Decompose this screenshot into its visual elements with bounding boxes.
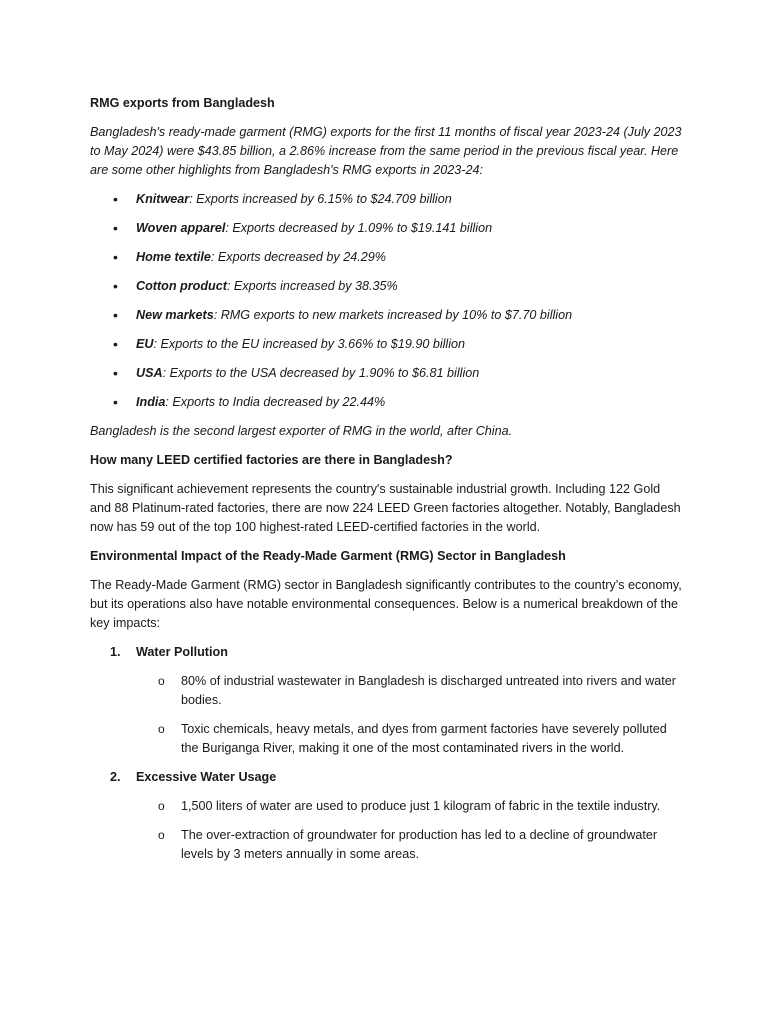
item-title: Water Pollution [136,645,228,659]
item-number: 2. [110,770,121,784]
sub-list-item [90,826,684,864]
list-item [90,277,684,296]
sub-item-text: 80% of industrial wastewater in Bangladesh is discharged untreated into rivers and water bodies. [181,674,676,707]
export-highlights-list [90,190,684,412]
highlight-term: USA [136,366,163,380]
closing-note: Bangladesh is the second largest exporter of RMG in the world, after China. [90,424,513,438]
highlight-text: : Exports to the USA decreased by 1.90% to $6.81 billion [162,366,480,380]
list-item [90,364,684,383]
env-intro-paragraph: The Ready-Made Garment (RMG) sector in Bangladesh significantly contributes to the country’s economy, but its operations also have notable environmental consequences. Below is a numerical breakdown of the key impacts: [90,578,682,630]
intro-paragraph: Bangladesh's ready-made garment (RMG) exports for the first 11 months of fiscal year 2023-24 (July 2023 to May 2024) were $43.85 billion, a 2.86% increase from the same period in the previous fiscal year. Here are some other highlights from Bangladesh's RMG exports in 2023-24: [90,125,682,177]
impact-item-excessive-water-usage [90,768,684,787]
heading-environmental-impact: Environmental Impact of the Ready-Made Garment (RMG) Sector in Bangladesh [90,549,566,563]
highlight-text: : Exports increased by 38.35% [226,279,398,293]
sub-list-item [90,797,684,816]
circle-bullet-icon: o [158,799,165,813]
highlight-term: Woven apparel [136,221,226,235]
circle-bullet-icon: o [158,722,165,736]
highlight-text: : Exports to the EU increased by 3.66% to $19.90 billion [153,337,466,351]
circle-bullet-icon: o [158,828,165,842]
sub-item-text: Toxic chemicals, heavy metals, and dyes from garment factories have severely polluted the Buriganga River, making it one of the most contaminated rivers in the world. [181,722,667,755]
list-item [90,248,684,267]
list-item [90,306,684,325]
heading-leed: How many LEED certified factories are there in Bangladesh? [90,453,453,467]
item-title: Excessive Water Usage [136,770,277,784]
circle-bullet-icon: o [158,674,165,688]
highlight-term: Knitwear [136,192,190,206]
highlight-text: : RMG exports to new markets increased by 10% to $7.70 billion [213,308,573,322]
highlight-text: : Exports decreased by 1.09% to $19.141 billion [225,221,493,235]
list-item [90,219,684,238]
sub-item-text: The over-extraction of groundwater for production has led to a decline of groundwater levels by 3 meters annually in some areas. [181,828,658,861]
list-item [90,190,684,209]
highlight-text: : Exports increased by 6.15% to $24.709 billion [189,192,452,206]
list-item [90,393,684,412]
sub-list-item [90,720,684,758]
highlight-term: India [136,395,166,409]
leed-paragraph: This significant achievement represents the country's sustainable industrial growth. Including 122 Gold and 88 Platinum-rated factories, there are now 224 LEED Green factories altogether. Notably, Bangladesh now has 59 out of the top 100 highest-rated LEED-certified factories in the world. [90,482,681,534]
highlight-term: Home textile [136,250,211,264]
highlight-term: EU [136,337,154,351]
highlight-term: New markets [136,308,214,322]
heading-rmg-exports: RMG exports from Bangladesh [90,96,275,110]
item-number: 1. [110,645,121,659]
sub-list-item [90,672,684,710]
list-item [90,335,684,354]
sub-item-text: 1,500 liters of water are used to produce just 1 kilogram of fabric in the textile industry. [181,799,661,813]
highlight-term: Cotton product [136,279,227,293]
highlight-text: : Exports decreased by 24.29% [210,250,386,264]
highlight-text: : Exports to India decreased by 22.44% [165,395,386,409]
impact-item-water-pollution [90,643,684,662]
